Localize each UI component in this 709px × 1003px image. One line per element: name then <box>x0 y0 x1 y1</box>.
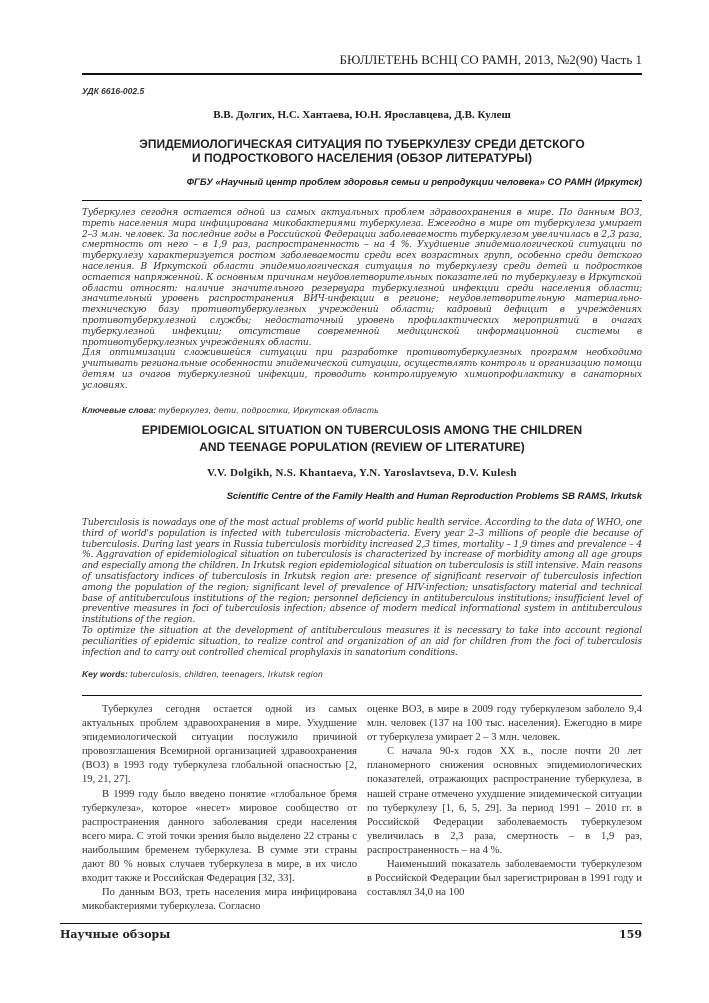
abstract-en-paragraph: Tuberculosis is nowadays one of the most actual problems of world public health service. According to the data of WHO, one third of world's population is infected with tuberculosis microbacteria. Every year 2–3 millions of people die because of tuberculosis. During last years in Russia tuberculosis morbidity increased 2,3 times, mortality – 1,9 times and prevalence – 4 %. Aggravation of epidemiological situation on tuberculosis is characterized by increase of morbidity among all age groups and especially among the children. In Irkutsk region epidemiological situation on tuberculosis is still intensive. Main reasons of unsatisfactory indices of tuberculosis in Irkutsk region are: presence of significant reservoir of tuberculosis infection among the population of the region; significant level of prevalence of HIV-infection; unsatisfactory material and technical base of antituberculous institutions of the region; personnel deficiency in antituberculous institutions; insufficient level of preventive measures in foci of tuberculosis infection; absence of modern medical informational system in antituberculous institutions of the region. <box>82 518 642 626</box>
title-en-line-1: EPIDEMIOLOGICAL SITUATION ON TUBERCULOSIS AMONG THE CHILDREN <box>141 423 583 437</box>
body-column-right <box>367 703 642 900</box>
title-en-line-2: AND TEENAGE POPULATION (REVIEW OF LITERATURE) <box>199 440 525 454</box>
authors-en: V.V. Dolgikh, N.S. Khantaeva, Y.N. Yaroslavtseva, D.V. Kulesh <box>207 467 517 479</box>
abstract-en <box>82 518 642 658</box>
abstract-bottom-rule <box>82 695 642 696</box>
affiliation-en: Scientific Centre of the Family Health and Human Reproduction Problems SB RAMS, Irkutsk <box>226 491 642 502</box>
keywords-en <box>82 669 642 679</box>
affiliation-ru: ФГБУ «Научный центр проблем здоровья семьи и репродукции человека» СО РАМН (Иркутск) <box>186 177 642 188</box>
body-paragraph: С начала 90-х годов XX в., после почти 20 лет планомерного снижения основных эпидемиологических показателей, отражающих распространение туберкулеза, в нашей стране отмечено ухудшение эпидемической ситуации по туберкулезу [1, 6, 5, 29]. За период 1991 – 2010 гг. в Российской Федерации заболеваемость туберкулезом увеличилась в 2,3 раза, смертность – в 1,9 раз, распространенность – на 4 %. <box>367 746 642 856</box>
page-number: 159 <box>619 928 642 941</box>
keywords-ru <box>82 405 642 415</box>
keywords-ru-values: туберкулез, дети, подростки, Иркутская область <box>158 405 379 415</box>
abstract-ru-paragraph: Для оптимизации сложившейся ситуации при разработке противотуберкулезных программ необходимо учитывать региональные особенности эпидемической ситуации, осуществлять контроль и организацию помощи детям из очагов туберкулезной инфекции, проводить контролируемую химиопрофилактику в санаторных условиях. <box>82 348 642 391</box>
authors-ru: В.В. Долгих, Н.С. Хантаева, Ю.Н. Ярославцева, Д.В. Кулеш <box>213 109 511 121</box>
section-name: Научные обзоры <box>60 928 171 941</box>
body-paragraph: В 1999 году было введено понятие «глобальное бремя туберкулеза», которое «несет» мировое сообщество от распространения данного заболевания среди населения всего мира. С этой точки зрения было выделено 22 страны с наибольшим бременем туберкулеза. В сумме эти страны дают 80 % новых случаев туберкулеза в мире, в их число входит также и Российская Федерация [32, 33]. <box>82 788 357 885</box>
abstract-ru-paragraph: Туберкулез сегодня остается одной из самых актуальных проблем здравоохранения в мире. По данным ВОЗ, треть населения мира инфицирована микобактериями туберкулеза. Ежегодно в мире от туберкулеза умирает 2–3 млн. человек. За последние годы в Российской Федерации заболеваемость туберкулезом увеличилась в 2,3 раза, смертность от него – в 1,9 раз, распространенность – на 4 %. Ухудшение эпидемиологической ситуации по туберкулезу характеризуется ростом заболеваемости среди всех возрастных групп, особенно среди детского населения. В Иркутской области эпидемиологическая ситуация по туберкулезу среди детей и подростков остается напряженной. К основным причинам неудовлетворительных показателей по туберкулезу в Иркутской области относят: наличие значительного резервуара туберкулезной инфекции среди населения области; значительный уровень распространения ВИЧ-инфекции в регионе; неудовлетворительную материально-техническую базу противотуберкулезных учреждений области; кадровый дефицит в учреждениях противотуберкулезной службы; недостаточный уровень профилактических мероприятий в очагах туберкулезной инфекции; отсутствие современной медицинской информационной системы в противотуберкулезных учреждениях области. <box>82 208 642 348</box>
title-en <box>82 422 642 456</box>
header-rule <box>82 73 642 75</box>
keywords-en-values: tuberculosis, children, teenagers, Irkutsk region <box>130 669 324 679</box>
body-paragraph: Наименьший показатель заболеваемости туберкулезом в Российской Федерации был зарегистрирован в 1991 году и составлял 34,0 на 100 <box>367 859 642 899</box>
udk-code: УДК 6616-002.5 <box>82 86 145 96</box>
body-paragraph: По данным ВОЗ, треть населения мира инфицирована микобактериями туберкулеза. Согласно <box>82 887 357 913</box>
keywords-ru-label: Ключевые слова: <box>82 405 157 415</box>
body-column-left <box>82 703 357 914</box>
footer-rule <box>60 923 642 924</box>
title-ru-line-2: И ПОДРОСТКОВОГО НАСЕЛЕНИЯ (ОБЗОР ЛИТЕРАТУРЫ) <box>191 151 532 165</box>
running-header: БЮЛЛЕТЕНЬ ВСНЦ СО РАМН, 2013, №2(90) Часть 1 <box>339 52 642 67</box>
abstract-en-paragraph: To optimize the situation at the development of antituberculous measures it is necessary to take into account regional peculiarities of epidemic situation, to realize control and organization of an aid for children from the foci of tuberculosis infection and to carry out controlled chemical prophylaxis in sanatorium conditions. <box>82 625 642 658</box>
keywords-en-label: Key words: <box>82 669 128 679</box>
abstract-ru <box>82 208 642 392</box>
title-ru-line-1: ЭПИДЕМИОЛОГИЧЕСКАЯ СИТУАЦИЯ ПО ТУБЕРКУЛЕЗУ СРЕДИ ДЕТСКОГО <box>139 137 585 151</box>
body-paragraph: Туберкулез сегодня остается одной из самых актуальных проблем здравоохранения в мире. Ухудшение эпидемиологической ситуации послужило причиной провозглашения Всемирной организацией здравоохранения (ВОЗ) в 1993 году туберкулеза глобальной опасностью [2, 19, 21, 27]. <box>82 704 357 786</box>
abstract-top-rule <box>82 200 642 201</box>
title-ru <box>82 137 642 165</box>
body-paragraph: оценке ВОЗ, в мире в 2009 году туберкулезом заболело 9,4 млн. человек (137 на 100 тыс. населения). Ежегодно в мире от туберкулеза умирает 2 – 3 млн. человек. <box>367 704 642 744</box>
